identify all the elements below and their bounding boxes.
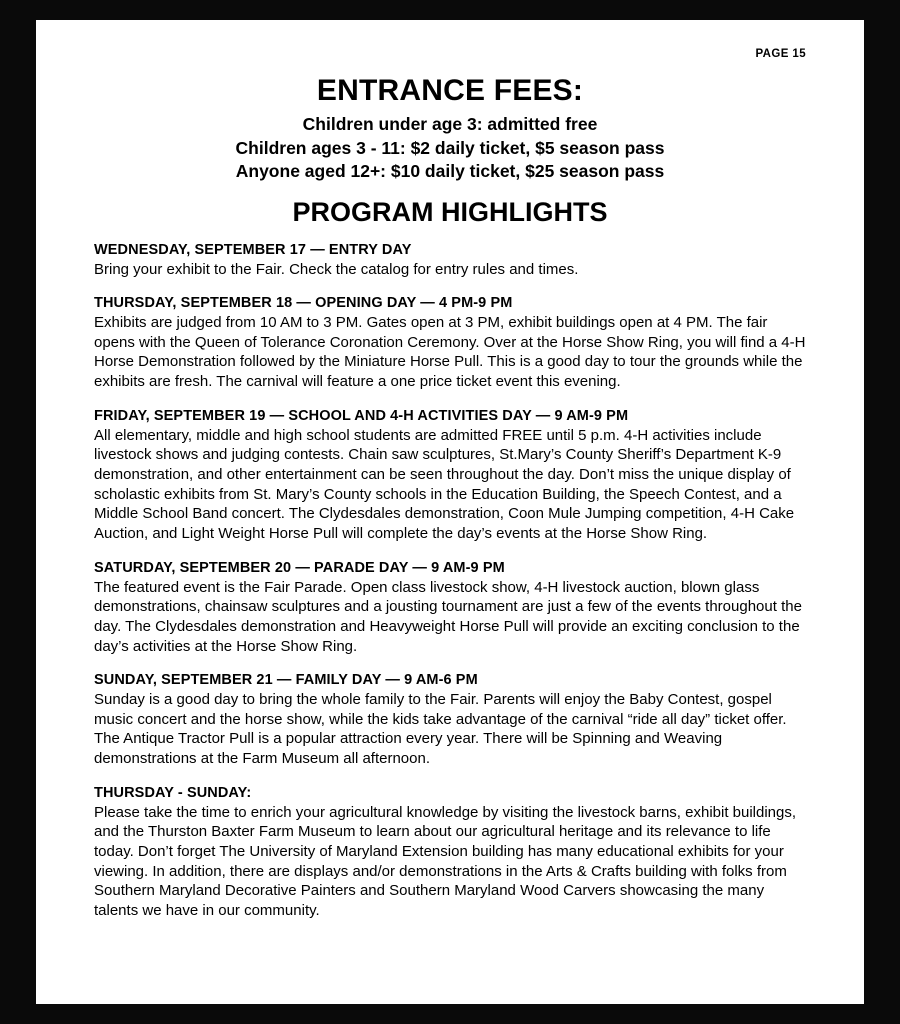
program-section [94, 242, 806, 280]
program-section-body: The featured event is the Fair Parade. Open class livestock show, 4-H livestock auction, blown glass demonstrations, chainsaw sculptures and a jousting tournament are just a few of the events throughout the day. The Clydesdales demonstration and Heavyweight Horse Pull will provide an exciting conclusion to the day’s activities at the Horse Show Ring. [94, 578, 802, 655]
program-section [94, 408, 806, 544]
program-section [94, 295, 806, 392]
program-section-body: Sunday is a good day to bring the whole family to the Fair. Parents will enjoy the Baby Contest, gospel music concert and the horse show, while the kids take advantage of the carnival “ride all day” ticket offer. The Antique Tractor Pull is a popular attraction every year. There will be Spinning and Weaving demonstrations at the Farm Museum all afternoon. [94, 691, 787, 768]
program-section-body: Exhibits are judged from 10 AM to 3 PM. Gates open at 3 PM, exhibit buildings open at 4 PM. The fair opens with the Queen of Tolerance Coronation Ceremony. Over at the Horse Show Ring, you will find a 4-H Horse Demonstration followed by the Miniature Horse Pull. This is a good day to tour the grounds while the exhibits are fresh. The carnival will feature a one price ticket event this evening. [94, 314, 806, 391]
entrance-fees-line: Children under age 3: admitted free [302, 114, 598, 134]
program-section [94, 672, 806, 769]
program-section-heading: THURSDAY - SUNDAY: [94, 784, 252, 801]
entrance-fees-line: Anyone aged 12+: $10 daily ticket, $25 season pass [235, 161, 665, 182]
program-section-heading: THURSDAY, SEPTEMBER 18 — OPENING DAY — 4 PM-9 PM [94, 295, 513, 312]
program-section-heading: SUNDAY, SEPTEMBER 21 — FAMILY DAY — 9 AM-6 PM [94, 672, 478, 689]
program-section-heading: WEDNESDAY, SEPTEMBER 17 — ENTRY DAY [94, 241, 412, 258]
program-section-heading: SATURDAY, SEPTEMBER 20 — PARADE DAY — 9 AM-9 PM [94, 559, 505, 576]
program-section-body: All elementary, middle and high school students are admitted FREE until 5 p.m. 4-H activities include livestock shows and judging contests. Chain saw sculptures, St.Mary’s County Sheriff’s Department K-9 demonstration, and other entertainment can be seen throughout the day. Don’t miss the unique display of scholastic exhibits from St. Mary’s County schools in the Education Building, the Speech Contest, and a Middle School Band concert. The Clydesdales demonstration, Coon Mule Jumping competition, 4-H Cake Auction, and Light Weight Horse Pull will complete the day’s events at the Horse Show Ring. [94, 426, 795, 542]
document-page [36, 20, 864, 1004]
program-section-heading: FRIDAY, SEPTEMBER 19 — SCHOOL AND 4-H ACTIVITIES DAY — 9 AM-9 PM [94, 407, 629, 424]
program-section-body: Bring your exhibit to the Fair. Check the catalog for entry rules and times. [94, 260, 579, 278]
program-section-body: Please take the time to enrich your agricultural knowledge by visiting the livestock barns, exhibit buildings, and the Thurston Baxter Farm Museum to learn about our agricultural heritage and its relevance to life today. Don’t forget The University of Maryland Extension building has many educational exhibits for your viewing. In addition, there are displays and/or demonstrations in the Arts & Crafts building with folks from Southern Maryland Decorative Painters and Southern Maryland Wood Carvers showcasing the many talents we have in our community. [94, 803, 797, 919]
program-highlights-title: PROGRAM HIGHLIGHTS [292, 196, 608, 227]
program-section [94, 560, 806, 657]
page-number: PAGE 15 [755, 48, 806, 60]
entrance-fees-title: ENTRANCE FEES: [316, 74, 584, 107]
entrance-fees-block [94, 74, 806, 184]
program-section [94, 785, 806, 921]
entrance-fees-line: Children ages 3 - 11: $2 daily ticket, $5 season pass [235, 137, 665, 158]
